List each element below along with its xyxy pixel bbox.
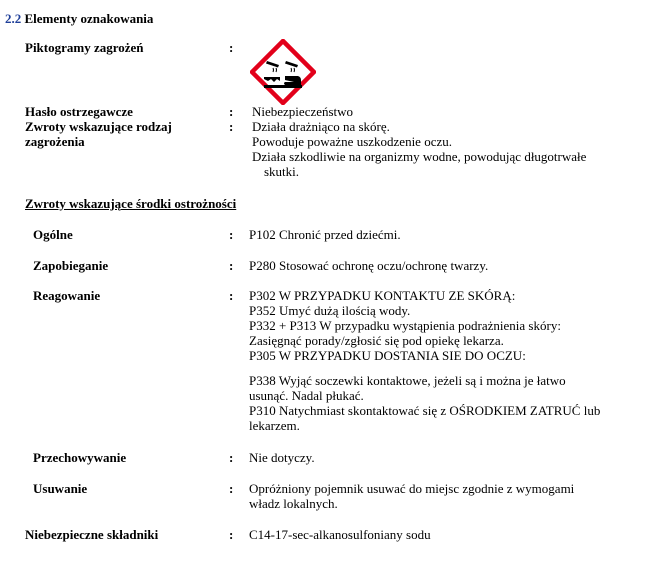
response-colon: :: [229, 288, 234, 303]
response-line: P338 Wyjąć soczewki kontaktowe, jeżeli są i można je łatwo: [249, 373, 566, 388]
response-label: Reagowanie: [33, 288, 101, 303]
hazard-line: skutki.: [264, 164, 300, 179]
response-line: lekarzem.: [249, 418, 300, 433]
signal-word-label: Hasło ostrzegawcze: [25, 104, 133, 119]
storage-value: Nie dotyczy.: [249, 450, 315, 465]
disposal-label: Usuwanie: [33, 481, 88, 496]
storage-label: Przechowywanie: [33, 450, 127, 465]
precautionary-heading: Zwroty wskazujące środki ostrożności: [25, 196, 237, 211]
response-line: usunąć. Nadal płukać.: [249, 388, 364, 403]
general-label: Ogólne: [33, 227, 73, 242]
signal-word-colon: :: [229, 104, 234, 119]
response-line: Zasięgnąć porady/zgłosić się pod opiekę lekarza.: [249, 333, 504, 348]
response-line: P310 Natychmiast skontaktować się z OŚRODKIEM ZATRUĆ lub: [249, 403, 601, 418]
section-title: Elementy oznakowania: [24, 11, 154, 26]
response-line: P302 W PRZYPADKU KONTAKTU ZE SKÓRĄ:: [249, 288, 516, 303]
signal-word-value: Niebezpieczeństwo: [252, 104, 354, 119]
hazardous-components-label: Niebezpieczne składniki: [25, 527, 159, 542]
response-line: P332 + P313 W przypadku wystąpienia podrażnienia skóry:: [249, 318, 561, 333]
hazard-line: Powoduje poważne uszkodzenie oczu.: [252, 134, 452, 149]
corrosion-pictogram-icon: [250, 39, 316, 105]
storage-colon: :: [229, 450, 234, 465]
response-line: P305 W PRZYPADKU DOSTANIA SIE DO OCZU:: [249, 348, 526, 363]
general-colon: :: [229, 227, 234, 242]
disposal-line: władz lokalnych.: [249, 496, 338, 511]
section-heading: [5, 11, 153, 26]
hazard-label-line2: zagrożenia: [25, 134, 85, 149]
prevention-colon: :: [229, 258, 234, 273]
hazard-line: Działa szkodliwie na organizmy wodne, powodując długotrwałe: [252, 149, 587, 164]
prevention-label: Zapobieganie: [33, 258, 109, 273]
hazard-colon: :: [229, 119, 234, 134]
general-value: P102 Chronić przed dziećmi.: [249, 227, 401, 242]
hazard-label-line1: Zwroty wskazujące rodzaj: [25, 119, 172, 134]
pictograms-colon: :: [229, 40, 234, 55]
section-number: 2.2: [5, 11, 22, 26]
hazard-line: Działa drażniąco na skórę.: [252, 119, 390, 134]
disposal-line: Opróżniony pojemnik usuwać do miejsc zgodnie z wymogami: [249, 481, 575, 496]
pictograms-label: Piktogramy zagrożeń: [25, 40, 144, 55]
hazardous-components-colon: :: [229, 527, 234, 542]
response-line: P352 Umyć dużą ilością wody.: [249, 303, 411, 318]
hazardous-components-value: C14-17-sec-alkanosulfoniany sodu: [249, 527, 431, 542]
prevention-value: P280 Stosować ochronę oczu/ochronę twarzy.: [249, 258, 489, 273]
disposal-colon: :: [229, 481, 234, 496]
